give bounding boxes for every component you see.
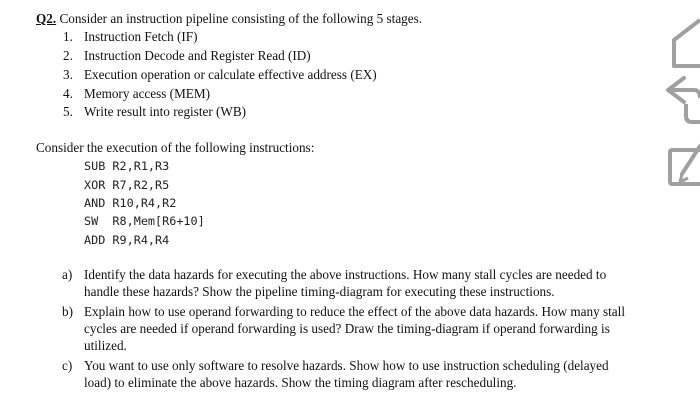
subquestion-line: utilized. bbox=[84, 338, 127, 353]
subquestion-label: b) bbox=[62, 304, 73, 319]
home-icon[interactable] bbox=[664, 18, 700, 68]
instruction-line: AND R10,R4,R2 bbox=[84, 196, 177, 210]
instruction-line: XOR R7,R2,R5 bbox=[84, 178, 170, 192]
question-intro: Consider an instruction pipeline consisting of the following 5 stages. bbox=[59, 11, 423, 26]
stage-number: 4. bbox=[63, 86, 73, 101]
stage-text: Instruction Fetch (IF) bbox=[84, 29, 198, 44]
stage-text: Write result into register (WB) bbox=[84, 104, 247, 119]
subquestion-label: a) bbox=[62, 267, 73, 282]
instruction-line: ADD R9,R4,R4 bbox=[84, 233, 170, 247]
stage-text: Instruction Decode and Register Read (ID) bbox=[84, 48, 311, 63]
stage-text: Execution operation or calculate effective address (EX) bbox=[84, 67, 377, 82]
stage-number: 2. bbox=[63, 48, 73, 63]
stage-number: 3. bbox=[63, 67, 73, 82]
subquestion-line: handle these hazards? Show the pipeline timing-diagram for executing these instructions. bbox=[84, 284, 555, 299]
instruction-line: SUB R2,R1,R3 bbox=[84, 159, 170, 173]
question-header bbox=[36, 11, 422, 27]
subquestion-line: Explain how to use operand forwarding to reduce the effect of the above data hazards. How many stall bbox=[84, 304, 625, 319]
return-icon[interactable] bbox=[664, 76, 700, 124]
subquestion-line: load) to eliminate the above hazards. Show the timing diagram after rescheduling. bbox=[84, 375, 517, 390]
subquestion-line: cycles are needed if operand forwarding is used? Draw the timing-diagram if operand forwarding is bbox=[84, 321, 610, 336]
execution-intro: Consider the execution of the following instructions: bbox=[36, 140, 315, 155]
subquestion-line: You want to use only software to resolve hazards. Show how to use instruction scheduling (delayed bbox=[84, 358, 609, 373]
subquestion-line: Identify the data hazards for executing the above instructions. How many stall cycles are needed to bbox=[84, 267, 607, 282]
edit-icon[interactable] bbox=[664, 140, 700, 190]
question-number: Q2. bbox=[36, 11, 57, 26]
stage-number: 5. bbox=[63, 104, 73, 119]
subquestion-label: c) bbox=[62, 358, 73, 373]
stage-number: 1. bbox=[63, 29, 73, 44]
instruction-line: SW R8,Mem[R6+10] bbox=[84, 214, 205, 228]
stage-text: Memory access (MEM) bbox=[84, 86, 210, 101]
